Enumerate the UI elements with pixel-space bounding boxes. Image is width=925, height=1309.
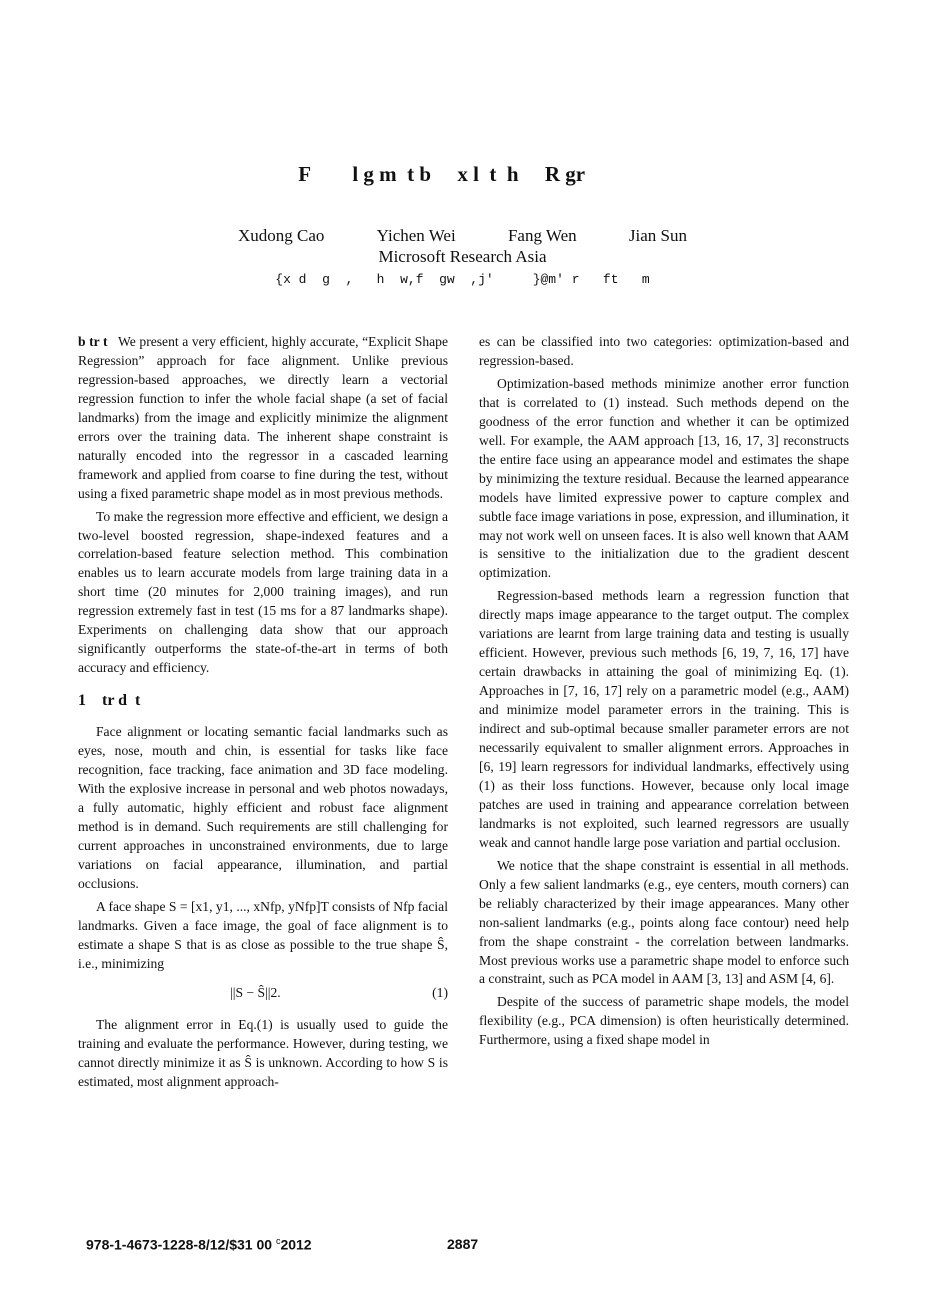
intro-p1: Face alignment or locating semantic facial landmarks such as eyes, nose, mouth and chin, is essential for tasks like face recognition, face tracking, face animation and 3D face modeling. With the explosive increase in personal and web photos nowadays, a fully automatic, highly efficient and robust face alignment method is in demand. Such requirements are still challenging for current approaches in unconstrained environments, due to large variations on facial appearance, illumination, and partial occlusions. — [78, 724, 448, 891]
page-number: 2887 — [447, 1236, 479, 1252]
right-column — [479, 333, 849, 1054]
author: Yichen Wei — [376, 226, 456, 245]
abstract-text: We present a very efficient, highly accurate, “Explicit Shape Regression” approach for face alignment. Unlike previous regression-based approaches, we directly learn a vectorial regression function to infer the whole facial shape (a set of facial landmarks) from the image and explicitly minimize the alignment errors over the training data. The inherent shape constraint is naturally encoded into the regressor in a cascaded learning framework and applied from coarse to fine during the test, without using a fixed parametric shape model as in most previous methods. — [78, 334, 448, 501]
affiliation: Microsoft Research Asia — [378, 247, 547, 266]
equation-number: (1) — [432, 984, 448, 1000]
equation-1 — [78, 984, 448, 1003]
abstract-heading: b tr t — [78, 334, 108, 349]
year: 2012 — [280, 1236, 312, 1253]
abstract-p2: To make the regression more effective and efficient, we design a two-level boosted regression, shape-indexed features and a correlation-based feature selection method. This combination enables us to learn accurate models from large training data in a short time (20 minutes for 2,000 training images), and run regression extremely fast in test (15 ms for a 87 landmarks shape). Experiments on challenging data show that our approach significantly outperforms the state-of-the-art in terms of both accuracy and efficiency. — [78, 508, 448, 676]
right-p1: Optimization-based methods minimize another error function that is correlated to (1) instead. Such methods depend on the goodness of the error function and whether it can be optimized well. For example, the AAM approach [13, 16, 17, 3] reconstructs the entire face using an appearance model and estimates the shape by minimizing the texture residual. Because the learned appearance models have limited expressive power to capture complex and subtle face image variations in pose, expression, and illumination, it may not work well on unseen faces. It is also well known that AAM is sensitive to the initialization due to the gradient descent optimization. — [479, 375, 849, 581]
paper-title: F l g m t b x l t h R gr — [298, 162, 627, 186]
right-p2: Regression-based methods learn a regression function that directly maps image appearance to the target output. The complex variations are learnt from large training data and testing is usually efficient. However, previous such methods [6, 19, 7, 16, 17] have certain drawbacks in attaining the goal of minimizing Eq. (1). Approaches in [7, 16, 17] rely on a parametric model (e.g., AAM) and minimize model parameter errors in the training. This is indirect and sub-optimal because smaller parameter errors are not necessarily equivalent to smaller alignment errors. Approaches in [6, 19] learn regressors for individual landmarks, effectively using (1) as their loss functions. However, because only local image patches are used in training and appearance correlation between landmarks is not exploited, such learned regressors are usually weak and cannot handle large pose variation and partial occlusion. — [479, 588, 849, 850]
abstract-p1 — [78, 333, 448, 504]
intro-p3: The alignment error in Eq.(1) is usually used to guide the training and evaluate the performance. However, during testing, we cannot directly minimize it as Ŝ is unknown. According to how S is estimated, most alignment approach- — [78, 1017, 448, 1090]
author-list — [0, 226, 925, 246]
footer-isbn — [86, 1236, 312, 1253]
section-heading-intro: 1 tr d t — [78, 692, 153, 710]
author: Fang Wen — [507, 226, 577, 245]
isbn: 978-1-4673-1228-8/12/$31 00 — [86, 1236, 273, 1253]
author-emails: {x d g , h w,f gw ,j' }@m' r ft m — [275, 272, 650, 287]
equation: ||S − Ŝ||2. — [230, 984, 281, 1000]
right-p0: es can be classified into two categories: optimization-based and regression-based. — [479, 334, 849, 368]
left-column — [78, 333, 448, 1096]
author: Jian Sun — [628, 226, 687, 245]
right-p3: We notice that the shape constraint is essential in all methods. Only a few salient landmarks (e.g., eye centers, mouth corners) can be reliably characterized by their image appearances. Many other non-salient landmarks (e.g., points along face contour) need help from the shape constraint - the correlation between landmarks. Most previous works use a parametric shape model to enforce such a constraint, such as PCA model in AAM [3, 13] and ASM [4, 6]. — [479, 857, 849, 987]
intro-p2: A face shape S = [x1, y1, ..., xNfp, yNfp]T consists of Nfp facial landmarks. Given a face image, the goal of face alignment is to estimate a shape S that is as close as possible to the true shape Ŝ, i.e., minimizing — [78, 898, 448, 971]
copyright-mark: c — [275, 1236, 281, 1246]
author: Xudong Cao — [237, 226, 325, 245]
right-p4: Despite of the success of parametric shape models, the model flexibility (e.g., PCA dimension) is often heuristically determined. Furthermore, using a fixed shape model in — [479, 994, 849, 1048]
